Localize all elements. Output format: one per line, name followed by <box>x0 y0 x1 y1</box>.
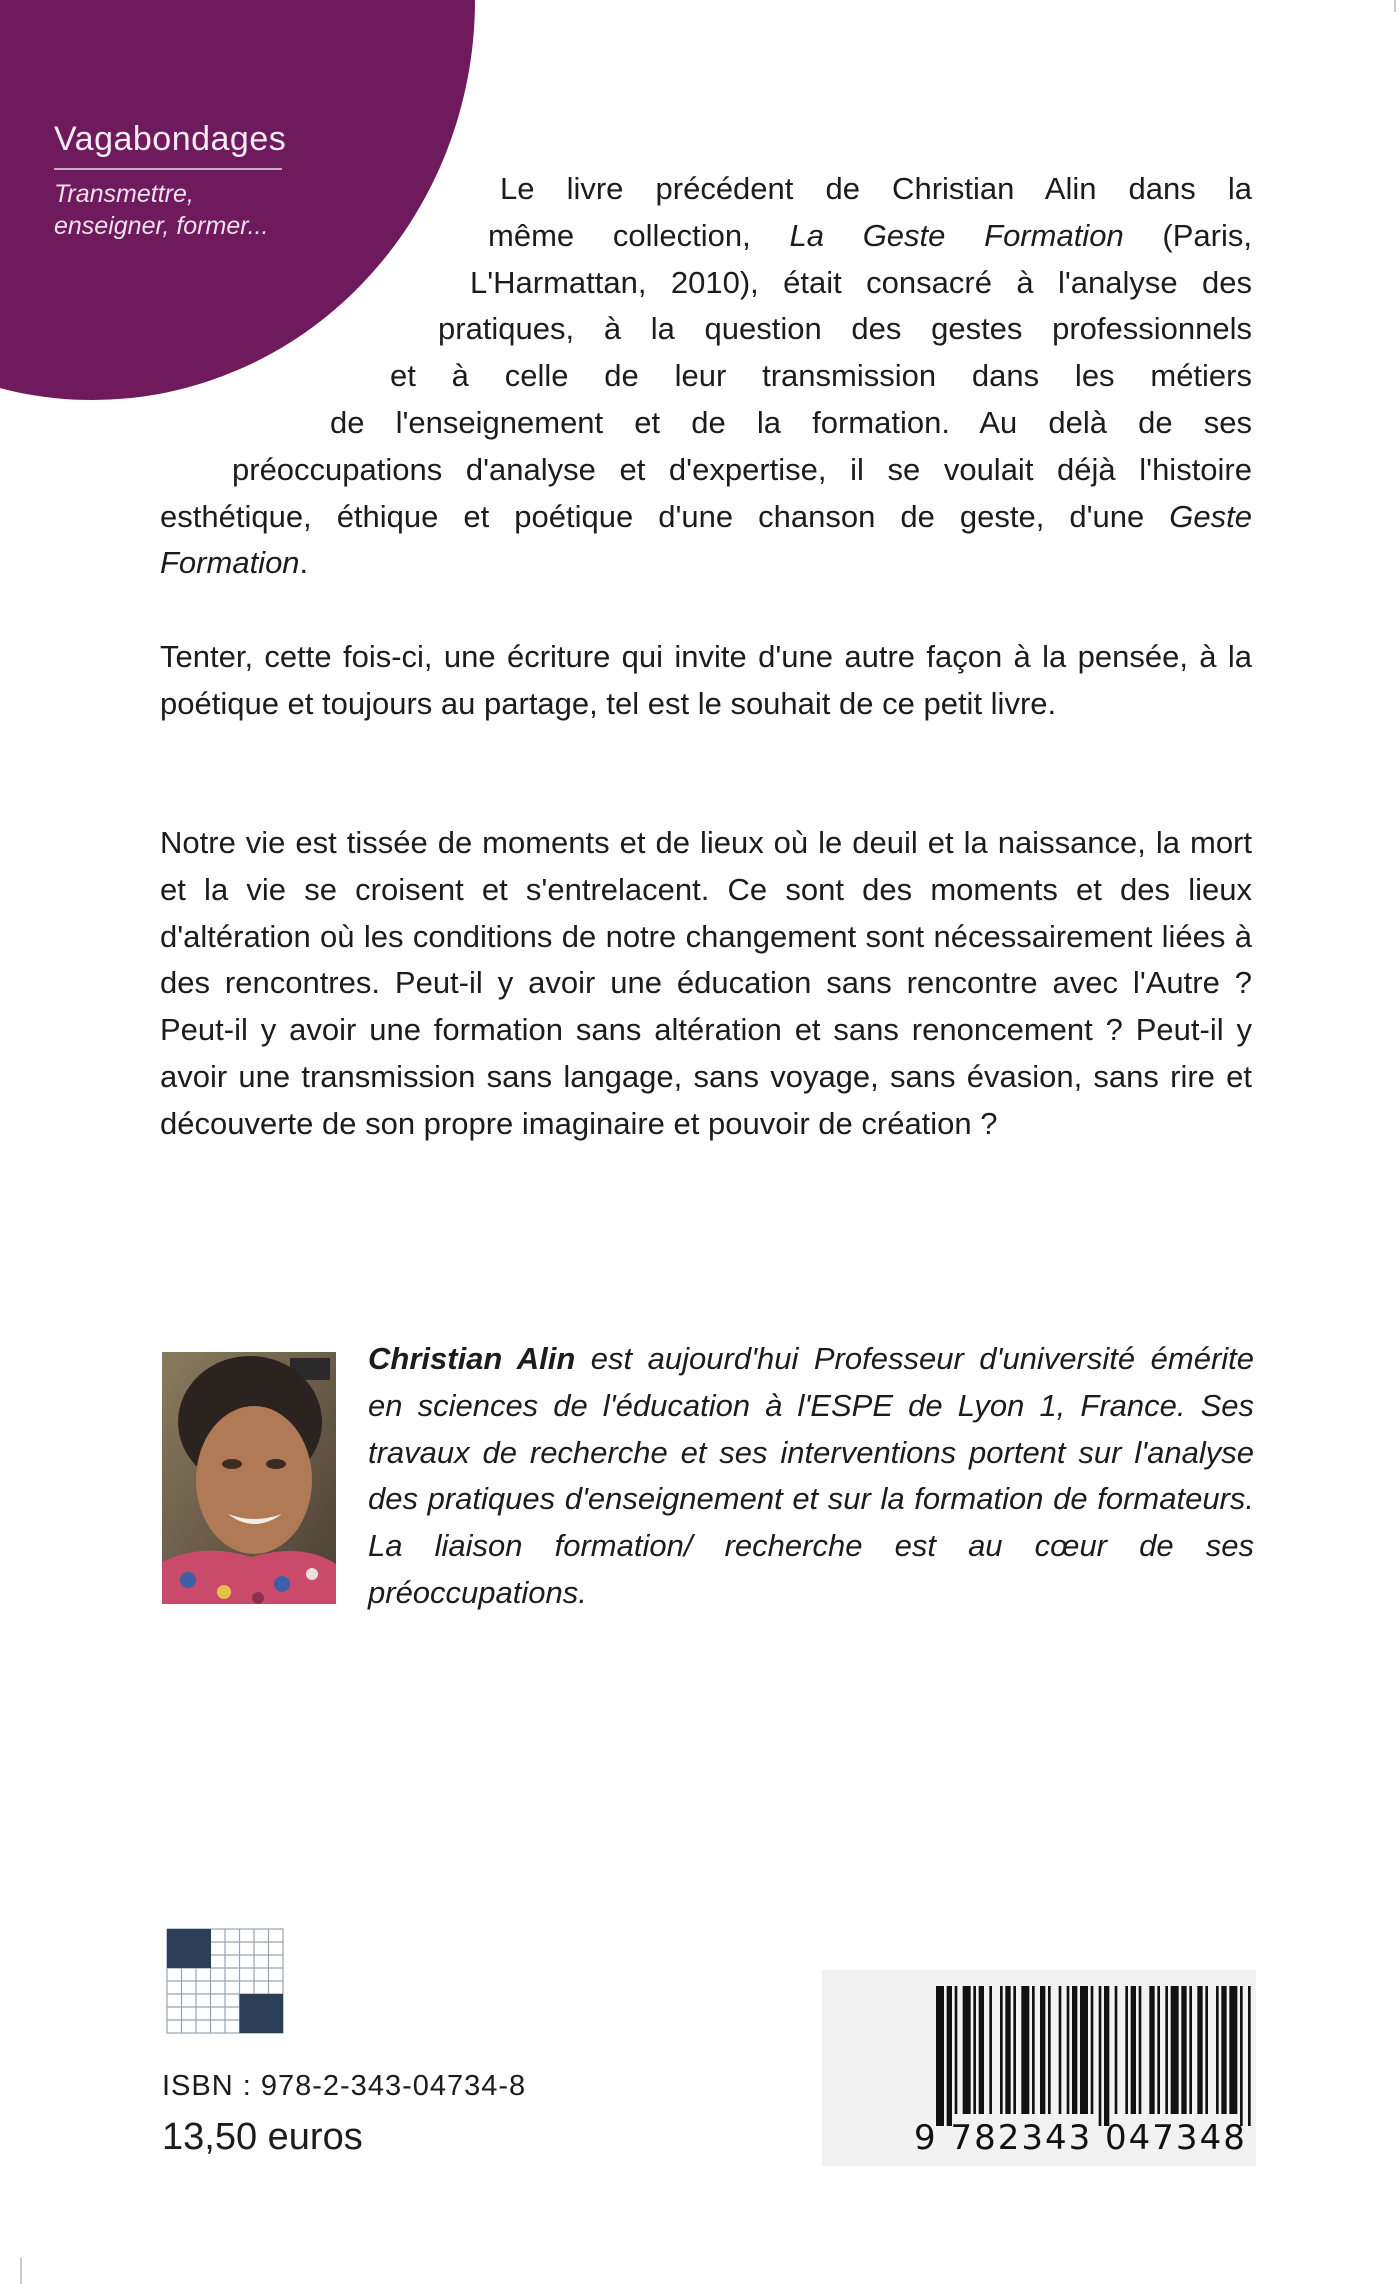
blurb-text: Notre vie est tissée de moments et de lieux où le deuil et la naissance, la mort et la vie se croisent et s'entrelacent. Ce sont des moments et des lieux d'altération où les conditions de notre changement sont nécessairement liées à des rencontres. Peut-il y avoir une éducation sans rencontre avec l'Autre ? Peut-il y avoir une formation sans altération et sans renoncement ? Peut-il y avoir une transmission sans langage, sans voyage, sans évasion, sans rire et découverte de son propre imaginaire et pouvoir de création ? <box>160 825 1252 1141</box>
blurb-line: pratiques, à la question des gestes professionnels <box>438 311 1252 347</box>
blurb-line: esthétique, éthique et poétique d'une chanson de geste, d'une Geste <box>160 498 1252 534</box>
blurb-line: L'Harmattan, 2010), était consacré à l'analyse des <box>470 264 1252 300</box>
book-title: Geste <box>1169 498 1252 534</box>
book-title: La Geste Formation <box>789 217 1124 253</box>
barcode-bar <box>1067 1986 1070 2114</box>
book-title: Formation <box>160 545 300 581</box>
barcode-bar <box>1229 1986 1237 2114</box>
barcode-bar <box>1048 1986 1051 2114</box>
barcode-bar <box>1197 1986 1202 2114</box>
barcode-bar <box>1072 1986 1077 2114</box>
barcode-bar <box>1181 1986 1186 2114</box>
barcode-bar <box>1005 1986 1010 2114</box>
crop-mark-right <box>1394 0 1396 12</box>
crop-mark-bottom <box>20 2258 22 2284</box>
barcode-bar <box>1240 1986 1243 2126</box>
barcode-bar <box>1216 1986 1219 2114</box>
blurb-line: Formation. <box>160 545 309 581</box>
barcode-bar <box>1149 1986 1154 2114</box>
barcode-bar <box>1104 1986 1109 2126</box>
author-photo <box>162 1352 336 1604</box>
barcode-bar <box>1157 1986 1160 2114</box>
barcode-bar <box>1248 1986 1251 2126</box>
blurb-text: Tenter, cette fois-ci, une écriture qui invite d'une autre façon à la pensée, à la poétique et toujours au partage, tel est le souhait de ce petit livre. <box>160 639 1252 721</box>
barcode-bar <box>963 1986 971 2114</box>
blurb-line: même collection, La Geste Formation (Paris, <box>488 217 1252 253</box>
blurb-line: et à celle de leur transmission dans les métiers <box>390 358 1252 394</box>
barcode-bar <box>1013 1986 1016 2114</box>
author-bio-text: est aujourd'hui Professeur d'université émérite en sciences de l'éducation à l'ESPE de Lyon 1, France. Ses travaux de recherche et ses interventions portent sur l'analyse des pratiques d'enseignement et sur la formation de formateurs. La liaison formation/ recherche est au cœur de ses préoccupations. <box>368 1341 1255 1610</box>
barcode-bar <box>1021 1986 1029 2114</box>
barcode-bar <box>1091 1986 1094 2114</box>
author-portrait-image <box>162 1352 336 1604</box>
barcode-bar <box>1131 1986 1136 2114</box>
blurb-paragraph-1 <box>160 166 1252 587</box>
barcode-bar <box>989 1986 992 2114</box>
barcode-bar <box>1189 1986 1192 2114</box>
blurb-paragraph-2 <box>160 634 1252 728</box>
blurb-paragraph-3 <box>160 820 1252 1148</box>
blurb-line: Le livre précédent de Christian Alin dans la <box>500 171 1252 206</box>
author-bio <box>368 1336 1254 1617</box>
isbn: ISBN : 978-2-343-04734-8 <box>162 2070 527 2102</box>
barcode-bar <box>1221 1986 1226 2114</box>
barcode-bar <box>1040 1986 1045 2114</box>
barcode-bar <box>1165 1986 1168 2114</box>
barcode-icon <box>936 1986 1256 2126</box>
price: 13,50 euros <box>162 2116 363 2158</box>
blurb-line: préoccupations d'analyse et d'expertise, il se voulait déjà l'histoire <box>232 451 1252 487</box>
barcode-bar <box>1080 1986 1088 2114</box>
barcode-bar <box>1000 1986 1003 2114</box>
collection-name: Vagabondages <box>54 120 287 158</box>
barcode-bar <box>1099 1986 1102 2126</box>
barcode-bar <box>1032 1986 1035 2114</box>
publisher-logo <box>166 1928 284 2034</box>
barcode-bar <box>1115 1986 1118 2114</box>
grid-logo-icon <box>166 1928 284 2034</box>
barcode-bar <box>979 1986 984 2114</box>
barcode-bar <box>947 1986 952 2126</box>
barcode-digits: 9 782343 047348 <box>914 2118 1247 2158</box>
barcode-bar <box>973 1986 976 2114</box>
barcode-bar <box>1125 1986 1128 2114</box>
author-name: Christian Alin <box>368 1341 576 1376</box>
barcode-bar <box>936 1986 944 2126</box>
barcode-bar <box>1059 1986 1062 2114</box>
barcode-bar <box>1205 1986 1208 2114</box>
collection-subtitle: Transmettre, enseigner, former... <box>54 180 269 240</box>
barcode-bar <box>1171 1986 1179 2114</box>
blurb-line: de l'enseignement et de la formation. Au delà de ses <box>330 404 1252 440</box>
barcode-bar <box>955 1986 958 2114</box>
barcode-bar <box>1139 1986 1142 2114</box>
